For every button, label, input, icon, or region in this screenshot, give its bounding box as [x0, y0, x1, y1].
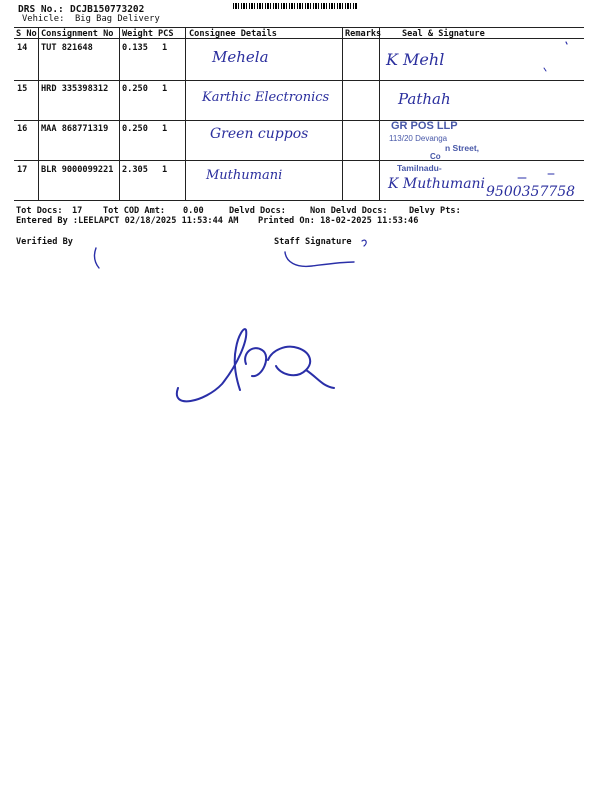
row-pcs: 1: [162, 165, 168, 175]
seal-handwriting: K Mehl: [386, 50, 445, 69]
row-weight: 0.250: [122, 84, 148, 94]
entered-by: Entered By :LEELAPCT 02/18/2025 11:53:44 AM: [16, 216, 239, 226]
staff-signature-mark: [362, 240, 366, 246]
cod-value: 0.00: [183, 206, 204, 216]
consignee-handwriting: Karthic Electronics: [202, 90, 330, 105]
row-pcs: 1: [162, 84, 168, 94]
row-consignment-no: TUT 821648: [41, 43, 93, 53]
row-consignment-no: MAA 868771319: [41, 124, 109, 134]
seal-tick-row14b: [544, 68, 546, 71]
column-header-weight: Weight: [122, 29, 154, 39]
consignee-handwriting: Mehela: [212, 48, 269, 66]
drs-label: DRS No.:: [18, 4, 64, 15]
row-consignment-no: BLR 9000099221: [41, 165, 114, 175]
vehicle-label: Vehicle:: [22, 14, 65, 24]
seal-handwriting: Pathah: [398, 90, 451, 108]
tot-docs-label: Tot Docs:: [16, 206, 63, 216]
row-weight: 0.135: [122, 43, 148, 53]
column-header-pcs: PCS: [158, 29, 174, 39]
consignee-handwriting: Green cuppos: [210, 126, 309, 142]
delvy-pts-label: Delvy Pts:: [409, 206, 461, 216]
row-pcs: 1: [162, 124, 168, 134]
consignee-handwriting: Muthumani: [206, 168, 283, 183]
row-sno: 14: [17, 43, 28, 53]
column-header-consignee: Consignee Details: [189, 29, 277, 39]
seal-tick-row14: [566, 42, 567, 44]
verified-by-label: Verified By: [16, 237, 73, 247]
row-weight: 0.250: [122, 124, 148, 134]
column-header-sno: S No: [16, 29, 37, 39]
stamp-address-line: Co: [430, 152, 441, 161]
verified-by-signature: [95, 248, 99, 268]
staff-signature: [285, 252, 354, 266]
column-header-seal: Seal & Signature: [402, 29, 485, 39]
stamp-company-name: GR POS LLP: [391, 120, 458, 132]
stamp-address-line: 113/20 Devanga: [389, 134, 448, 143]
row-consignment-no: HRD 335398312: [41, 84, 109, 94]
stamp-address-line: Tamilnadu-: [397, 163, 442, 173]
cod-label: Tot COD Amt:: [103, 206, 166, 216]
seal-handwriting: K Muthumani: [388, 176, 486, 192]
row-sno: 15: [17, 84, 28, 94]
drs-number: DCJB150773202: [70, 4, 145, 15]
staff-signature-label: Staff Signature: [274, 237, 352, 247]
large-signature: [177, 329, 334, 401]
column-header-remarks: Remarks: [345, 29, 382, 39]
row-weight: 2.305: [122, 165, 148, 175]
stamp-address-line: n Street,: [445, 143, 480, 153]
printed-on: Printed On: 18-02-2025 11:53:46: [258, 216, 419, 226]
vehicle-value: Big Bag Delivery: [75, 14, 160, 24]
column-header-consignment: Consignment No: [41, 29, 114, 39]
row-sno: 16: [17, 124, 28, 134]
delvd-docs-label: Delvd Docs:: [229, 206, 286, 216]
row-sno: 17: [17, 165, 28, 175]
seal-dash-row17: [518, 174, 554, 178]
tot-docs-value: 17: [72, 206, 83, 216]
row-pcs: 1: [162, 43, 168, 53]
phone-handwriting: 9500357758: [486, 184, 576, 200]
non-delvd-docs-label: Non Delvd Docs:: [310, 206, 388, 216]
